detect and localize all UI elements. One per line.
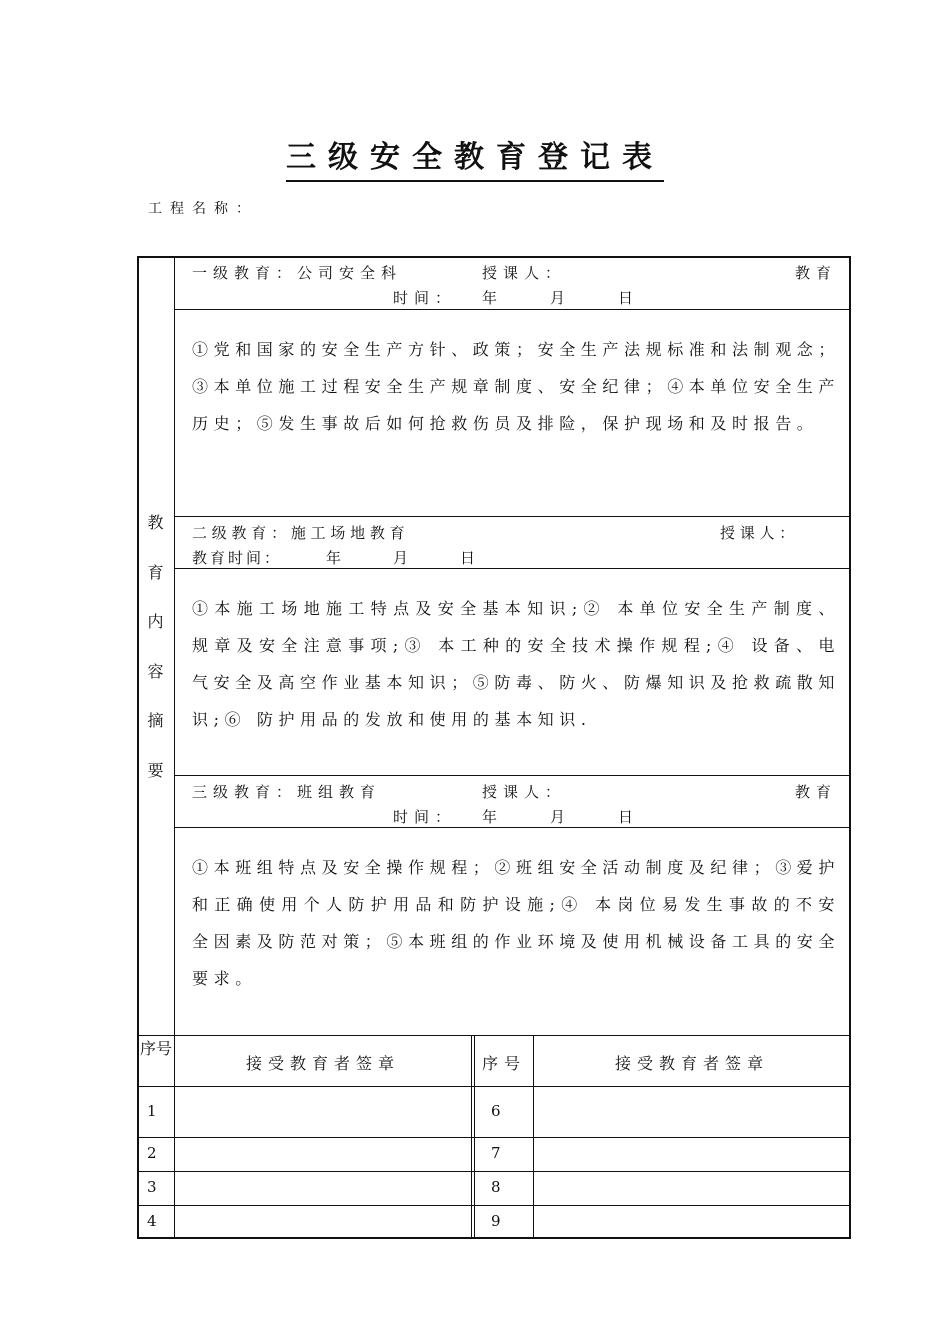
level3-time-label: 时间： [393, 808, 457, 826]
level3-lecturer-label: 授课人： [482, 783, 567, 801]
level1-year: 年 [482, 289, 504, 307]
level1-month: 月 [550, 289, 572, 307]
divider [175, 568, 850, 569]
level3-header: 三级教育：班组教育 [192, 783, 382, 801]
divider [175, 827, 850, 828]
level3-content: ①本班组特点及安全操作规程；②班组安全活动制度及纪律；③爱护和正确使用个人防护用品和防护设施;④ 本岗位易发生事故的不安全因素及防范对策；⑤本班组的作业环境及使用机械设备工具的安全要求。 [192, 858, 841, 988]
table-row-seq: 4 [147, 1212, 157, 1230]
table-row-seq: 6 [491, 1102, 501, 1120]
level3-day: 日 [618, 808, 640, 826]
table-row-seq: 8 [491, 1178, 501, 1196]
col-seq-left-header: 序号 [139, 1039, 172, 1058]
table-row-seq: 1 [147, 1102, 157, 1120]
table-row-seq: 3 [147, 1178, 157, 1196]
divider [138, 1035, 850, 1036]
level3-year: 年 [482, 808, 504, 826]
level2-day: 日 [460, 549, 482, 567]
level3-month: 月 [550, 808, 572, 826]
level2-content: ①本施工场地施工特点及安全基本知识;② 本单位安全生产制度、规章及安全注意事项;③ 本工种的安全技术操作规程;④ 设备、电气安全及高空作业基本知识；⑤防毒、防火、防爆知识及抢救疏散知识;⑥ 防护用品的发放和使用的基本知识. [192, 599, 841, 729]
divider [138, 1171, 850, 1172]
table-row-seq: 9 [491, 1212, 501, 1230]
col-sign-left-header: 接受教育者签章 [245, 1054, 400, 1073]
divider [138, 1086, 850, 1087]
level2-header: 二 级 教 育 ： 施 工 场 地 教 育 [192, 524, 405, 542]
level1-edu-label: 教育 [795, 264, 838, 282]
level3-edu-label: 教育 [795, 783, 838, 801]
page-title: 三级安全教育登记表 [0, 138, 950, 182]
level1-content: ①党和国家的安全生产方针、政策；安全生产法规标准和法制观念；③本单位施工过程安全生产规章制度、安全纪律；④本单位安全生产历史；⑤发生事故后如何抢救伤员及排险，保护现场和及时报告。 [192, 340, 841, 433]
level2-month: 月 [393, 549, 415, 567]
col-sign-right-header: 接受教育者签章 [614, 1054, 769, 1073]
level1-time-label: 时间： [393, 289, 457, 307]
level2-time-label: 教育时间： [192, 549, 283, 567]
level1-day: 日 [618, 289, 640, 307]
level1-lecturer-label: 授课人： [482, 264, 567, 282]
side-label-education-content: 教 育 内 容 摘 要 [147, 513, 164, 780]
divider [175, 516, 850, 517]
level1-header: 一级教育：公司安全科 [192, 264, 403, 282]
level2-year: 年 [326, 549, 348, 567]
table-row-seq: 2 [147, 1144, 157, 1162]
project-name-label: 工程名称： [148, 201, 258, 217]
side-column-divider [174, 258, 175, 1036]
divider [138, 1205, 850, 1206]
divider [175, 309, 850, 310]
divider [138, 1137, 850, 1138]
col-seq-right-header: 序号 [481, 1054, 526, 1073]
divider [175, 775, 850, 776]
table-row-seq: 7 [491, 1144, 501, 1162]
table-col-divider [471, 1036, 472, 1238]
level2-lecturer-label: 授 课 人 ： [720, 524, 795, 542]
